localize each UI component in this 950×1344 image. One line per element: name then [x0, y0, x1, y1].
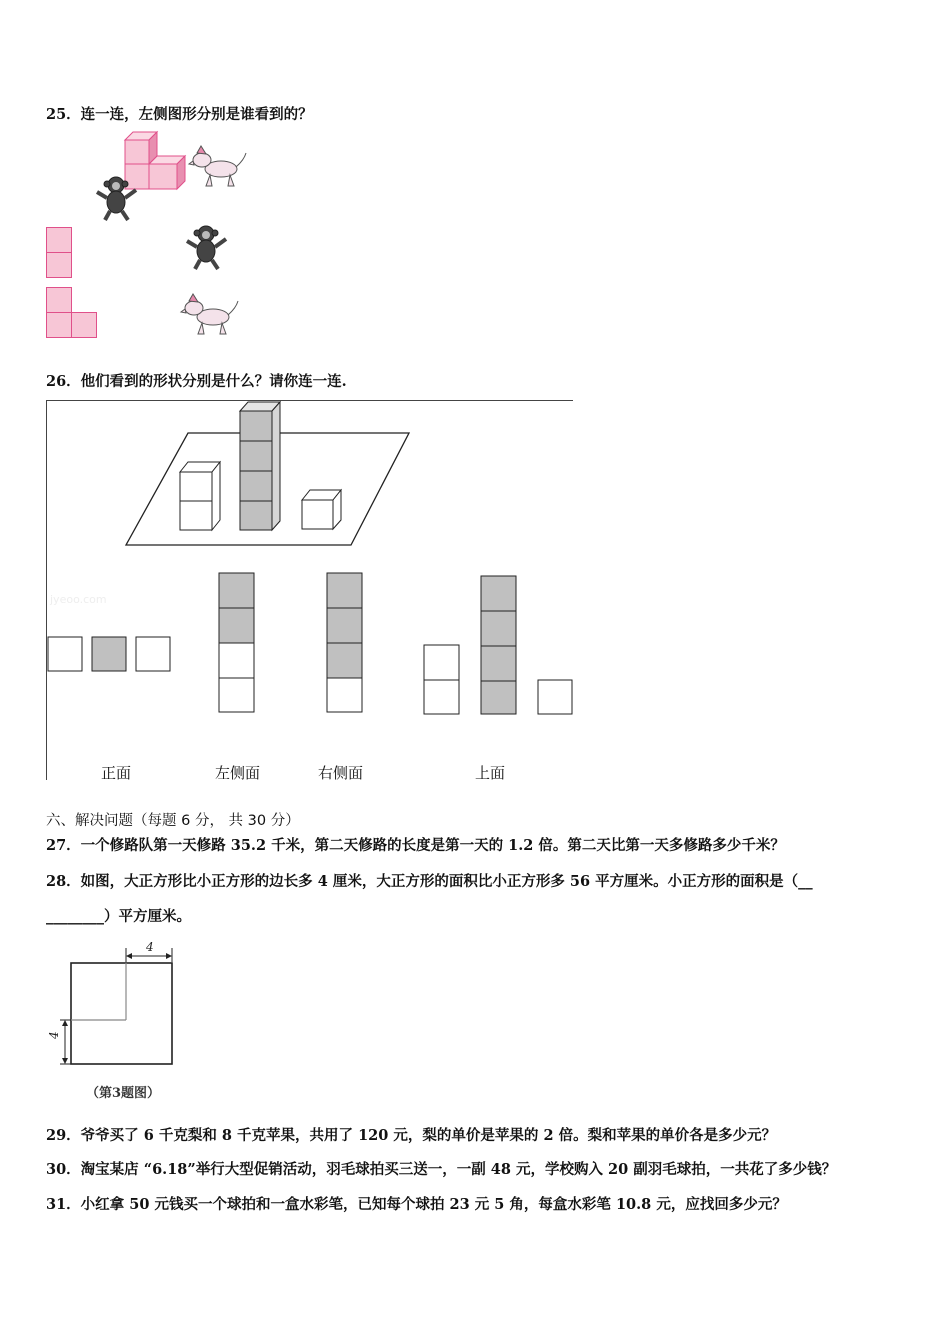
q25-view-vertical	[46, 227, 74, 279]
answer-blank[interactable]: ________	[46, 908, 104, 925]
dog-icon	[188, 145, 248, 190]
figure-caption: （第3题图）	[86, 1086, 161, 1101]
dim-label-left: 4	[47, 1031, 61, 1039]
question-30-text: 30．淘宝某店 “6.18”举行大型促销活动，羽毛球拍买三送一，一副 48 元，学校购入 20 副羽毛球拍，一共花了多少钱？	[46, 1161, 837, 1178]
question-28-line1: 28．如图，大正方形比小正方形的边长多 4 厘米，大正方形的面积比小正方形多 56 平方厘米。小正方形的面积是（__	[46, 873, 813, 890]
view-label-left: 左侧面	[215, 764, 261, 782]
q28-square-figure	[46, 938, 186, 1108]
question-29-text: 29．爷爷买了 6 千克梨和 8 千克苹果，共用了 120 元，梨的单价是苹果的 2 倍。梨和苹果的单价各是多少元？	[46, 1127, 777, 1144]
question-28-line2	[46, 905, 191, 926]
dim-label-top: 4	[146, 940, 154, 954]
watermark: jyeoo.com	[50, 593, 107, 606]
q26-figure	[46, 400, 576, 785]
question-31-text: 31．小红拿 50 元钱买一个球拍和一盒水彩笔，已知每个球拍 23 元 5 角，每盒水彩笔 10.8 元，应找回多少元？	[46, 1196, 787, 1213]
dog-icon	[180, 293, 240, 338]
question-27-text: 27．一个修路队第一天修路 35.2 千米，第二天修路的长度是第一天的 1.2 倍。第二天比第一天多修路多少千米？	[46, 837, 785, 854]
view-label-front: 正面	[101, 764, 132, 782]
question-28-unit: ）平方厘米。	[104, 908, 191, 925]
monkey-icon	[94, 176, 140, 221]
section-heading: 六、解决问题（每题 6 分， 共 30 分）	[46, 813, 300, 829]
question-25-text: 25．连一连，左侧图形分别是谁看到的？	[46, 106, 313, 123]
view-label-top: 上面	[475, 764, 506, 782]
monkey-icon	[184, 225, 230, 270]
q25-view-l-shape	[46, 287, 100, 339]
question-26-text: 26．他们看到的形状分别是什么？请你连一连.	[46, 373, 347, 390]
view-label-right: 右侧面	[318, 764, 364, 782]
